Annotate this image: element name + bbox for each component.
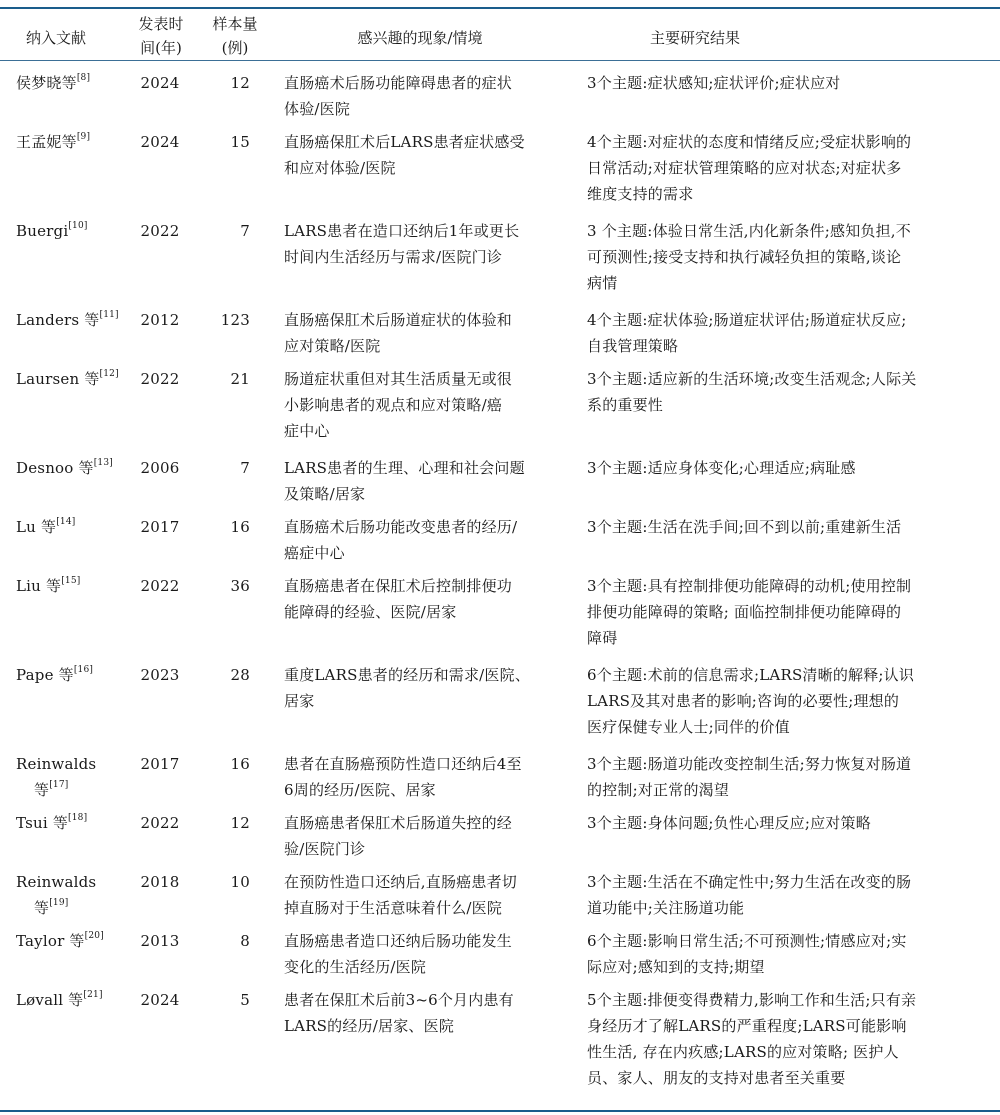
table-cell-phenomenon xyxy=(284,455,576,507)
reference-number: [18] xyxy=(68,813,88,823)
table-cell-author xyxy=(16,987,128,1013)
author-suffix-text: 等 xyxy=(34,899,50,917)
table-cell-results xyxy=(587,810,993,836)
table-cell-phenomenon xyxy=(284,307,576,359)
phenomenon-line: LARS患者在造口还纳后1年或更长 xyxy=(284,222,520,240)
phenomenon-line: 时间内生活经历与需求/医院门诊 xyxy=(284,248,503,266)
table-cell-year: 2017 xyxy=(140,755,180,773)
results-line: 3个主题:身体问题;负性心理反应;应对策略 xyxy=(587,814,871,832)
results-line: 维度支持的需求 xyxy=(587,185,694,203)
table-cell-results xyxy=(587,928,993,980)
phenomenon-line: 小影响患者的观点和应对策略/癌 xyxy=(284,396,503,414)
results-line: 道功能中;关注肠道功能 xyxy=(587,899,745,917)
phenomenon-line: 应对策略/医院 xyxy=(284,337,381,355)
reference-number: [21] xyxy=(83,990,103,1000)
author-name: Taylor 等 xyxy=(16,932,85,950)
table-cell-phenomenon xyxy=(284,366,576,444)
table-cell-author xyxy=(16,366,128,392)
phenomenon-line: 重度LARS患者的经历和需求/医院、 xyxy=(284,666,531,684)
table-cell-sample-size: 10 xyxy=(230,873,250,891)
reference-number: [17] xyxy=(49,780,69,790)
results-line: 员、家人、朋友的支持对患者至关重要 xyxy=(587,1069,846,1087)
table-cell-sample-size: 12 xyxy=(230,74,250,92)
table-cell-sample-size: 7 xyxy=(240,222,250,240)
table-cell-year: 2012 xyxy=(140,311,180,329)
header-n-line2: (例) xyxy=(221,39,249,57)
header-year-line2: 间(年) xyxy=(140,39,182,57)
results-line: 6个主题:术前的信息需求;LARS清晰的解释;认识 xyxy=(587,666,915,684)
phenomenon-line: 肠道症状重但对其生活质量无或很 xyxy=(284,370,513,388)
reference-number: [11] xyxy=(99,310,119,320)
table-cell-sample-size: 7 xyxy=(240,459,250,477)
phenomenon-line: 直肠癌术后肠功能障碍患者的症状 xyxy=(284,74,513,92)
reference-number: [19] xyxy=(49,898,69,908)
table-bottom-rule xyxy=(0,1110,1000,1112)
table-cell-author xyxy=(16,869,128,921)
table-cell-author xyxy=(16,928,128,954)
phenomenon-line: 掉直肠对于生活意味着什么/医院 xyxy=(284,899,503,917)
table-cell-year: 2006 xyxy=(140,459,180,477)
table-cell-results xyxy=(587,751,993,803)
phenomenon-line: 和应对体验/医院 xyxy=(284,159,396,177)
table-cell-year: 2013 xyxy=(140,932,180,950)
results-line: 3个主题:适应新的生活环境;改变生活观念;人际关 xyxy=(587,370,917,388)
results-line: 的控制;对正常的渴望 xyxy=(587,781,730,799)
table-cell-author xyxy=(16,514,128,540)
table-cell-phenomenon xyxy=(284,987,576,1039)
results-line: 3个主题:适应身体变化;心理适应;病耻感 xyxy=(587,459,856,477)
table-cell-sample-size: 5 xyxy=(240,991,250,1009)
table-cell-results xyxy=(587,987,993,1091)
table-cell-phenomenon xyxy=(284,662,576,714)
results-line: 3个主题:生活在洗手间;回不到以前;重建新生活 xyxy=(587,518,902,536)
phenomenon-line: 患者在直肠癌预防性造口还纳后4至 xyxy=(284,755,522,773)
results-line: 4个主题:症状体验;肠道症状评估;肠道症状反应; xyxy=(587,311,907,329)
table-cell-results xyxy=(587,573,993,651)
table-cell-results xyxy=(587,70,993,96)
author-name: Løvall 等 xyxy=(16,991,84,1009)
header-year xyxy=(124,12,198,60)
phenomenon-line: 体验/医院 xyxy=(284,100,351,118)
table-cell-year: 2017 xyxy=(140,518,180,536)
results-line: 4个主题:对症状的态度和情绪反应;受症状影响的 xyxy=(587,133,912,151)
table-cell-sample-size: 123 xyxy=(220,311,250,329)
author-name: Landers 等 xyxy=(16,311,100,329)
table-cell-year: 2022 xyxy=(140,222,180,240)
author-name: Laursen 等 xyxy=(16,370,100,388)
results-line: LARS及其对患者的影响;咨询的必要性;理想的 xyxy=(587,692,900,710)
results-line: 排便功能障碍的策略; 面临控制排便功能障碍的 xyxy=(587,603,902,621)
phenomenon-line: 症中心 xyxy=(284,422,330,440)
results-line: 3个主题:生活在不确定性中;努力生活在改变的肠 xyxy=(587,873,912,891)
header-year-line1: 发表时 xyxy=(138,15,184,33)
table-cell-results xyxy=(587,455,993,481)
header-n-line1: 样本量 xyxy=(212,15,258,33)
header-results: 主要研究结果 xyxy=(649,29,740,47)
table-cell-phenomenon xyxy=(284,218,576,270)
author-name: Buergi xyxy=(16,222,69,240)
table-cell-author xyxy=(16,129,128,155)
table-cell-sample-size: 12 xyxy=(230,814,250,832)
reference-number: [15] xyxy=(61,576,81,586)
table-cell-year: 2024 xyxy=(140,74,180,92)
author-suffix-text: 等 xyxy=(34,781,50,799)
reference-number: [13] xyxy=(93,458,113,468)
phenomenon-line: LARS的经历/居家、医院 xyxy=(284,1017,455,1035)
table-cell-author xyxy=(16,810,128,836)
author-name: 侯梦晓等 xyxy=(16,74,77,92)
table-cell-year: 2022 xyxy=(140,370,180,388)
table-cell-author xyxy=(16,751,128,803)
phenomenon-line: 直肠癌术后肠功能改变患者的经历/ xyxy=(284,518,518,536)
phenomenon-line: 直肠癌患者造口还纳后肠功能发生 xyxy=(284,932,513,950)
author-name: Liu 等 xyxy=(16,577,62,595)
table-cell-results xyxy=(587,307,993,359)
table-cell-sample-size: 16 xyxy=(230,518,250,536)
reference-number: [14] xyxy=(56,517,76,527)
reference-number: [12] xyxy=(99,369,119,379)
header-author: 纳入文献 xyxy=(25,29,86,47)
table-cell-sample-size: 21 xyxy=(230,370,250,388)
author-name: Desnoo 等 xyxy=(16,459,94,477)
table-cell-year: 2023 xyxy=(140,666,180,684)
table-cell-year: 2018 xyxy=(140,873,180,891)
table-cell-results xyxy=(587,869,993,921)
table-top-rule xyxy=(0,7,1000,9)
phenomenon-line: 及策略/居家 xyxy=(284,485,366,503)
author-name: Tsui 等 xyxy=(16,814,69,832)
phenomenon-line: 直肠癌保肛术后LARS患者症状感受 xyxy=(284,133,525,151)
phenomenon-line: 直肠癌保肛术后肠道症状的体验和 xyxy=(284,311,513,329)
phenomenon-line: 居家 xyxy=(284,692,315,710)
table-cell-results xyxy=(587,514,993,540)
results-line: 6个主题:影响日常生活;不可预测性;情感应对;实 xyxy=(587,932,907,950)
phenomenon-line: 直肠癌患者在保肛术后控制排便功 xyxy=(284,577,513,595)
author-suffix xyxy=(16,895,128,921)
table-cell-year: 2024 xyxy=(140,133,180,151)
table-cell-sample-size: 28 xyxy=(230,666,250,684)
author-name: Reinwalds xyxy=(16,873,97,891)
author-name: Reinwalds xyxy=(16,755,97,773)
results-line: 性生活, 存在内疚感;LARS的应对策略; 医护人 xyxy=(587,1043,899,1061)
results-line: 自我管理策略 xyxy=(587,337,679,355)
phenomenon-line: 癌症中心 xyxy=(284,544,345,562)
table-cell-sample-size: 36 xyxy=(230,577,250,595)
phenomenon-line: LARS患者的生理、心理和社会问题 xyxy=(284,459,525,477)
table-cell-results xyxy=(587,366,993,418)
results-line: 3个主题:症状感知;症状评价;症状应对 xyxy=(587,74,841,92)
table-cell-phenomenon xyxy=(284,514,576,566)
table-cell-sample-size: 16 xyxy=(230,755,250,773)
table-cell-results xyxy=(587,129,993,207)
header-phenomenon: 感兴趣的现象/情境 xyxy=(357,29,483,47)
results-line: 系的重要性 xyxy=(587,396,664,414)
table-cell-phenomenon xyxy=(284,869,576,921)
phenomenon-line: 6周的经历/医院、居家 xyxy=(284,781,436,799)
table-cell-author xyxy=(16,662,128,688)
table-cell-sample-size: 15 xyxy=(230,133,250,151)
table-cell-author xyxy=(16,307,128,333)
results-line: 5个主题:排便变得费精力,影响工作和生活;只有亲 xyxy=(587,991,917,1009)
table-header-rule xyxy=(0,60,1000,61)
reference-number: [9] xyxy=(76,132,91,142)
reference-number: [16] xyxy=(73,665,94,675)
reference-number: [10] xyxy=(68,221,88,231)
reference-number: [20] xyxy=(84,931,104,941)
table-cell-author xyxy=(16,573,128,599)
table-cell-phenomenon xyxy=(284,70,576,122)
results-line: 病情 xyxy=(587,274,618,292)
table-cell-author xyxy=(16,455,128,481)
results-line: 日常活动;对症状管理策略的应对状态;对症状多 xyxy=(587,159,902,177)
header-sample-size xyxy=(200,12,270,60)
results-line: 可预测性;接受支持和执行减轻负担的策略,谈论 xyxy=(587,248,902,266)
phenomenon-line: 变化的生活经历/医院 xyxy=(284,958,427,976)
table-cell-phenomenon xyxy=(284,810,576,862)
phenomenon-line: 患者在保肛术后前3~6个月内患有 xyxy=(284,991,514,1009)
table-cell-phenomenon xyxy=(284,573,576,625)
author-name: Pape 等 xyxy=(16,666,74,684)
table-cell-year: 2024 xyxy=(140,991,180,1009)
results-line: 身经历才了解LARS的严重程度;LARS可能影响 xyxy=(587,1017,907,1035)
phenomenon-line: 能障碍的经验、医院/居家 xyxy=(284,603,457,621)
author-name: Lu 等 xyxy=(16,518,57,536)
results-line: 3 个主题:体验日常生活,内化新条件;感知负担,不 xyxy=(587,222,911,240)
table-cell-phenomenon xyxy=(284,751,576,803)
results-line: 3个主题:肠道功能改变控制生活;努力恢复对肠道 xyxy=(587,755,912,773)
results-line: 3个主题:具有控制排便功能障碍的动机;使用控制 xyxy=(587,577,912,595)
author-suffix xyxy=(16,777,128,803)
phenomenon-line: 验/医院门诊 xyxy=(284,840,366,858)
table-cell-year: 2022 xyxy=(140,814,180,832)
table-cell-results xyxy=(587,218,993,296)
results-line: 际应对;感知到的支持;期望 xyxy=(587,958,765,976)
author-name: 王孟妮等 xyxy=(16,133,77,151)
table-cell-results xyxy=(587,662,993,740)
table-cell-phenomenon xyxy=(284,928,576,980)
results-line: 医疗保健专业人士;同伴的价值 xyxy=(587,718,790,736)
table-cell-phenomenon xyxy=(284,129,576,181)
table-cell-author xyxy=(16,218,128,244)
table-cell-author xyxy=(16,70,128,96)
phenomenon-line: 直肠癌患者保肛术后肠道失控的经 xyxy=(284,814,513,832)
results-line: 障碍 xyxy=(587,629,618,647)
table-cell-sample-size: 8 xyxy=(240,932,250,950)
reference-number: [8] xyxy=(76,73,91,83)
table-cell-year: 2022 xyxy=(140,577,180,595)
phenomenon-line: 在预防性造口还纳后,直肠癌患者切 xyxy=(284,873,517,891)
